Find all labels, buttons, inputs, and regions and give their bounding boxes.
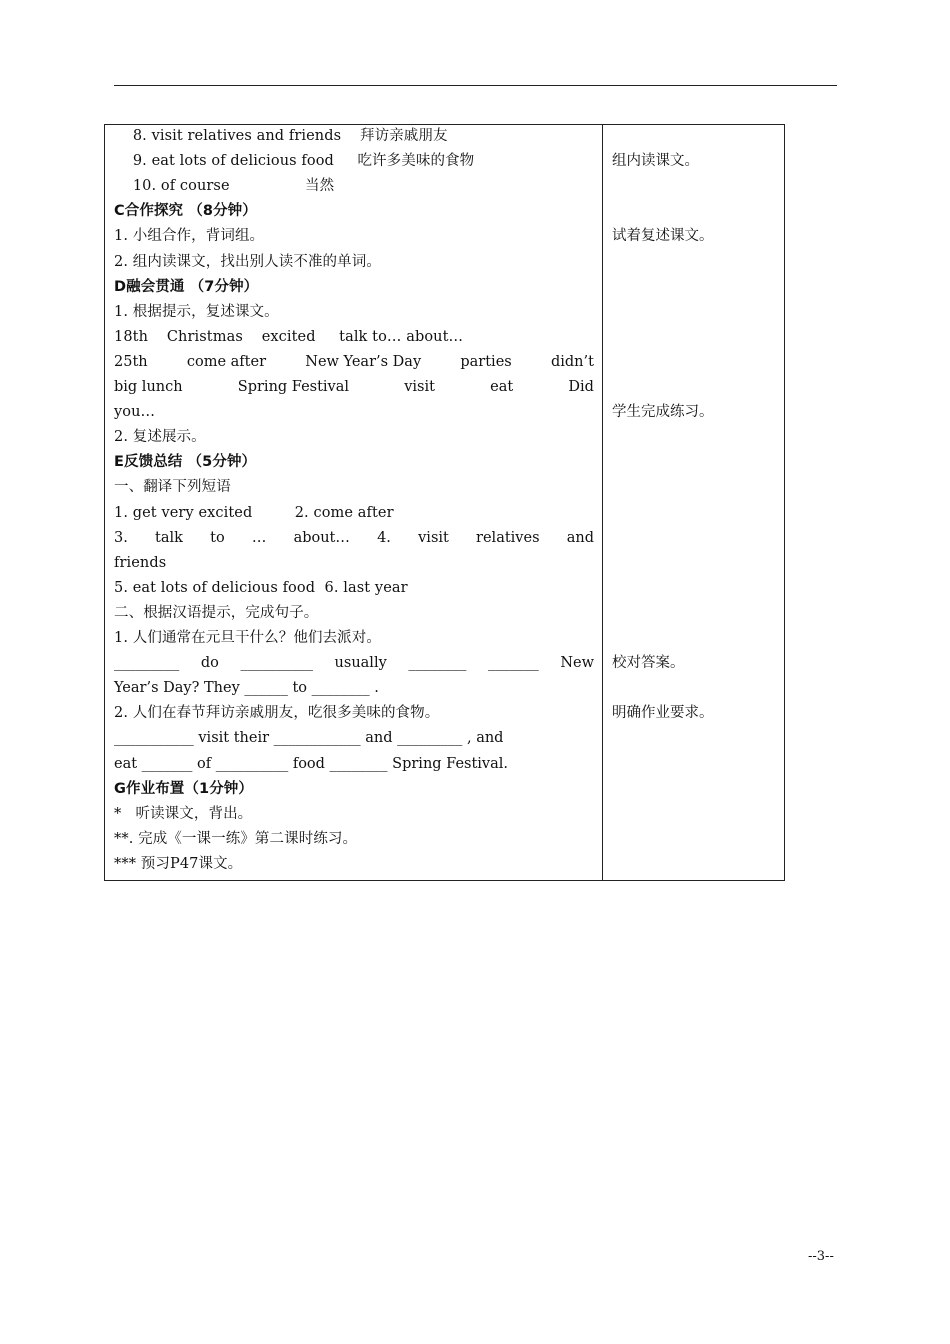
content-line: [114, 654, 594, 672]
content-line: 2. 复述展示。: [114, 429, 206, 446]
line-segment: 4.: [377, 529, 391, 546]
content-line: * 听读课文，背出。: [114, 805, 253, 822]
activity-note: 学生完成练习。: [612, 404, 714, 421]
line-segment: visit: [404, 379, 435, 395]
content-line: friends: [114, 554, 167, 571]
content-line: you…: [114, 404, 156, 421]
content-line: 9. eat lots of delicious food 吃许多美味的食物: [114, 153, 475, 170]
section-heading: D融会贯通 （7分钟）: [114, 278, 259, 295]
line-segment: to: [210, 529, 225, 546]
activity-note: 明确作业要求。: [612, 705, 714, 722]
line-segment: Spring Festival: [237, 379, 350, 395]
content-line: 2. 组内读课文，找出别人读不准的单词。: [114, 253, 381, 270]
content-line: [114, 353, 594, 371]
line-segment: visit: [418, 529, 449, 546]
content-line: [114, 679, 594, 697]
content-line: 二、根据汉语提示，完成句子。: [114, 604, 319, 621]
line-segment: 25th: [114, 353, 148, 370]
line-segment: come after: [186, 353, 267, 370]
section-heading: E反馈总结 （5分钟）: [114, 454, 257, 471]
page-number: --3--: [808, 1249, 834, 1264]
line-segment: New: [560, 655, 594, 672]
column-divider: [602, 125, 603, 880]
line-segment: do: [200, 655, 219, 672]
section-heading: C合作探究 （8分钟）: [114, 203, 257, 220]
line-segment: ________: [408, 655, 467, 672]
line-segment: about…: [293, 529, 350, 546]
header-rule: [114, 85, 837, 86]
content-line: 10. of course 当然: [114, 178, 335, 195]
content-line: [114, 729, 594, 747]
line-segment: …: [251, 529, 267, 546]
line-segment: eat: [490, 379, 514, 395]
line-segment: didn’t: [550, 353, 594, 370]
line-segment: and: [566, 529, 594, 546]
content-line: 1. 人们通常在元旦干什么？他们去派对。: [114, 630, 381, 646]
line-segment: 3.: [114, 529, 128, 546]
activity-note: 校对答案。: [612, 655, 685, 672]
line-segment: parties: [460, 353, 512, 370]
content-line: 5. eat lots of delicious food 6. last year: [114, 579, 408, 596]
line-segment: ___________ visit their ____________ and _________ , and: [114, 730, 504, 747]
activity-note: 试着复述课文。: [612, 228, 714, 245]
line-segment: __________: [240, 655, 313, 672]
content-line: 一、翻译下列短语: [114, 479, 231, 496]
content-line: [114, 529, 594, 547]
content-line: *** 预习P47课文。: [114, 855, 243, 872]
content-line: **. 完成《一课一练》第二课时练习。: [114, 830, 358, 847]
content-line: 1. 小组合作，背词组。: [114, 228, 265, 245]
line-segment: New Year’s Day: [305, 353, 422, 370]
line-segment: talk: [155, 529, 183, 546]
content-line: [114, 755, 594, 773]
content-line: 18th Christmas excited talk to… about…: [114, 328, 464, 345]
lesson-table: [104, 124, 785, 881]
content-line: 2. 人们在春节拜访亲戚朋友，吃很多美味的食物。: [114, 705, 440, 722]
line-segment: _______: [487, 655, 539, 672]
line-segment: big lunch: [114, 379, 183, 395]
line-segment: Did: [568, 379, 594, 395]
content-line: 1. 根据提示，复述课文。: [114, 303, 279, 320]
line-segment: usually: [334, 655, 387, 672]
section-heading: G作业布置（1分钟）: [114, 780, 253, 797]
activity-note: 组内读课文。: [612, 153, 699, 170]
line-segment: _________: [114, 655, 180, 672]
content-line: [114, 378, 594, 396]
line-segment: Year’s Day? They ______ to ________ .: [114, 680, 379, 697]
line-segment: eat _______ of __________ food ________ Spring Festival.: [114, 755, 509, 772]
content-line: 8. visit relatives and friends 拜访亲戚朋友: [114, 128, 448, 144]
content-line: 1. get very excited 2. come after: [114, 504, 394, 521]
line-segment: relatives: [476, 529, 540, 546]
